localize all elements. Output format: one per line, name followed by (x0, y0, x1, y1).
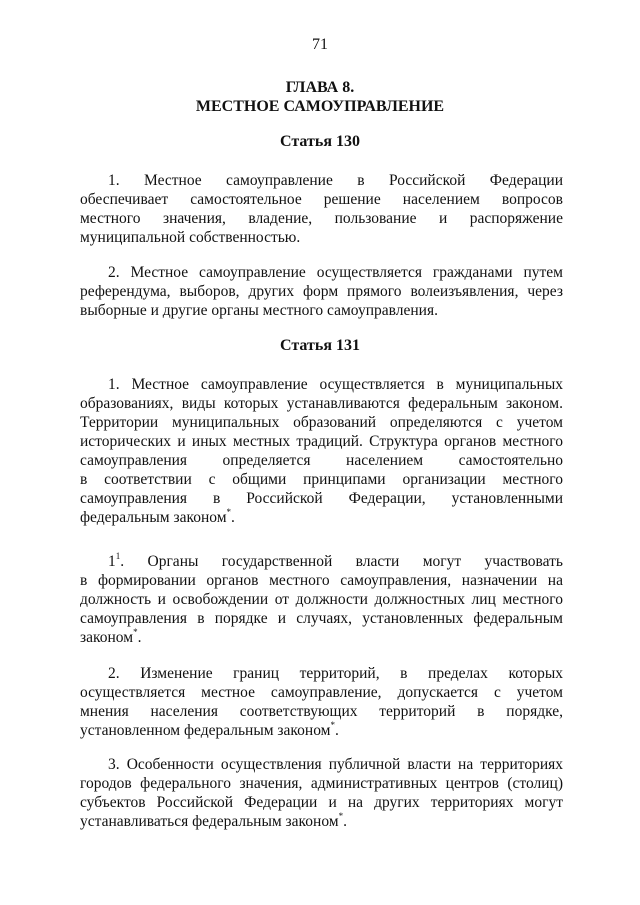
text-fragment: установленном федеральным законом (80, 722, 331, 739)
text-fragment: . (334, 722, 339, 739)
text-line: Территории муниципальных образований определяются с учетом (80, 414, 563, 431)
text-line: в соответствии с общими принципами организации местного (80, 471, 563, 488)
text-fragment: . (343, 813, 347, 830)
text-line (80, 628, 563, 647)
text-line: образованиях, виды которых устанавливаются федеральным законом. (80, 395, 563, 412)
article-131-paragraph-1 (80, 375, 563, 527)
chapter-title: МЕСТНОЕ САМОУПРАВЛЕНИЕ (195, 98, 445, 115)
article-131-paragraph-1-1 (80, 552, 563, 647)
chapter-heading (0, 78, 640, 116)
page-number: 71 (312, 36, 328, 53)
text-fragment: . (231, 509, 235, 526)
text-line: самоуправления в Российской Федерации, установленными (80, 490, 563, 507)
text-line: мнения населения соответствующих территорий в порядке, (80, 703, 563, 720)
article-131-paragraph-3 (80, 755, 563, 831)
article-130-heading: Статья 130 (280, 133, 360, 150)
article-130-paragraph-1 (80, 171, 563, 247)
text-line: обеспечивает самостоятельное решение населением вопросов (80, 191, 563, 208)
text-line: 2. Изменение границ территорий, в пределах которых (108, 665, 563, 682)
text-line: в формировании органов местного самоуправления, назначении на (80, 572, 563, 589)
text-line: субъектов Российской Федерации и на других территориях могут (80, 794, 563, 811)
article-130-paragraph-2 (80, 263, 563, 320)
footnote-mark: * (330, 720, 335, 730)
text-line (80, 812, 563, 831)
text-line (80, 721, 563, 740)
text-line: референдума, выборов, других форм прямого волеизъявления, через (80, 283, 563, 300)
paragraph-number: 1 (108, 553, 116, 570)
text-line: исторических и иных местных традиций. Структура органов местного (80, 433, 563, 450)
text-line: осуществляется местное самоуправление, допускается с учетом (80, 684, 563, 701)
text-line: муниципальной собственностью. (80, 229, 301, 246)
text-fragment: . (137, 629, 142, 646)
text-line: 1. Местное самоуправление в Российской Федерации (108, 172, 563, 189)
chapter-number: ГЛАВА 8. (285, 79, 355, 96)
paragraph-superscript: 1 (115, 551, 121, 561)
text-line (80, 552, 563, 571)
text-line (80, 508, 563, 527)
footnote-mark: * (133, 627, 138, 637)
article-131-heading: Статья 131 (280, 337, 360, 354)
text-line: местного значения, владение, пользование и распоряжение (80, 210, 563, 227)
text-line: должность и освобождении от должности должностных лиц местного (80, 591, 563, 608)
text-fragment: . Органы государственной власти могут участвовать (120, 553, 563, 570)
text-line: городов федерального значения, административных центров (столиц) (80, 775, 563, 792)
footnote-mark: * (338, 811, 344, 821)
text-line: самоуправления в порядке и случаях, установленных федеральным (80, 610, 563, 627)
text-line: 2. Местное самоуправление осуществляется гражданами путем (108, 264, 563, 281)
footnote-mark: * (226, 507, 232, 517)
text-fragment: устанавливаться федеральным законом (80, 813, 339, 830)
text-line: самоуправления определяется населением самостоятельно (80, 452, 563, 469)
text-fragment: федеральным законом (80, 509, 227, 526)
text-line: 1. Местное самоуправление осуществляется в муниципальных (108, 376, 563, 393)
article-131-paragraph-2 (80, 664, 563, 740)
text-fragment: законом (80, 629, 134, 646)
text-line: 3. Особенности осуществления публичной власти на территориях (108, 756, 563, 773)
text-line: выборные и другие органы местного самоуправления. (80, 302, 438, 319)
